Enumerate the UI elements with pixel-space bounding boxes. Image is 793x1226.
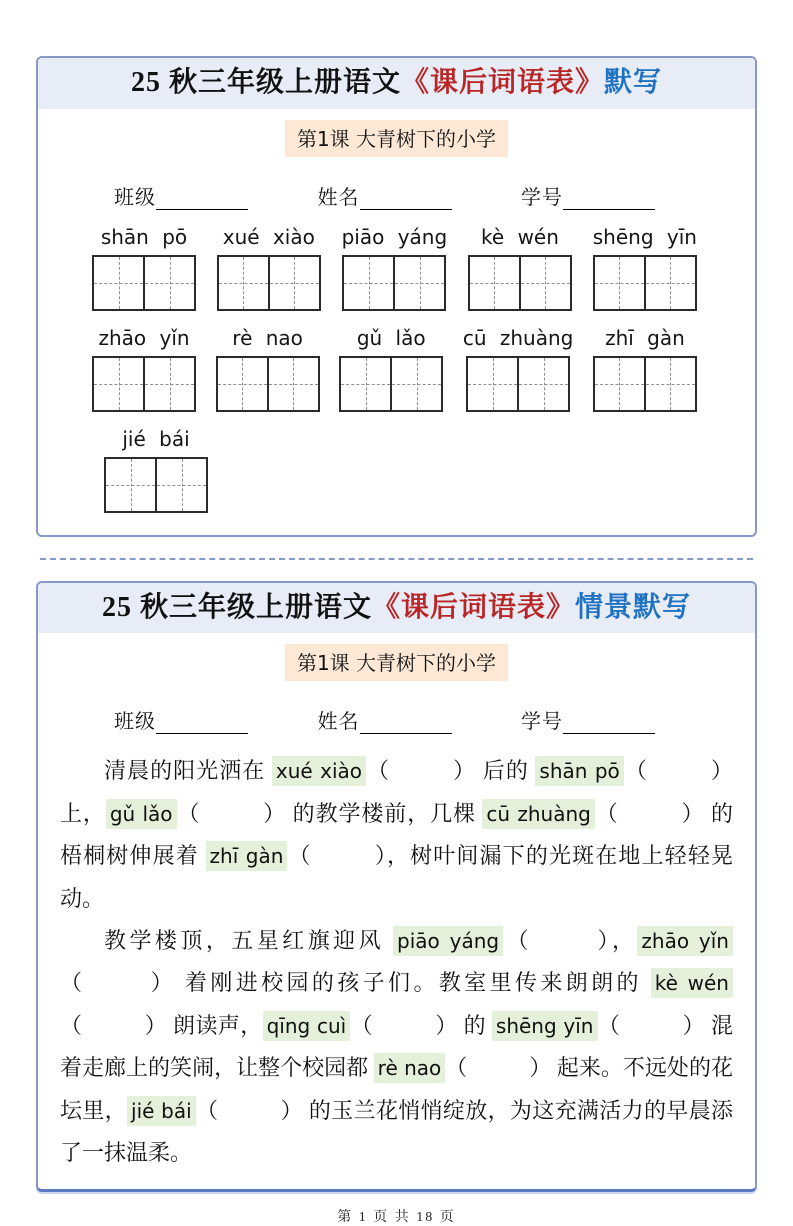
passage-text: 混着走廊上的笑闹，让整个校园都 bbox=[60, 1012, 733, 1081]
paren-open: （ bbox=[445, 1055, 468, 1081]
lesson-badge: 第1课 大青树下的小学 bbox=[285, 120, 508, 157]
writing-grid bbox=[593, 356, 697, 412]
passage-text: 的玉兰花悄悄绽放，为这充满活力的早晨添了一抹温柔。 bbox=[60, 1097, 733, 1166]
field-label: 学号 bbox=[521, 186, 563, 209]
pinyin-highlight: kè wén bbox=[651, 968, 733, 998]
student-field bbox=[318, 705, 452, 734]
writing-grid bbox=[339, 356, 443, 412]
pinyin-label: zhī gàn bbox=[605, 325, 685, 350]
passage-area bbox=[60, 750, 733, 1189]
title-prefix: 25 秋三年级上册语文 bbox=[101, 591, 372, 623]
answer-blank bbox=[177, 801, 287, 826]
pinyin-highlight: jié bái bbox=[127, 1096, 196, 1126]
pinyin-highlight: rè nao bbox=[374, 1053, 446, 1083]
pinyin-highlight: zhī gàn bbox=[206, 841, 288, 871]
paren-open: （ bbox=[60, 970, 86, 996]
grid-cell bbox=[344, 257, 393, 309]
writing-grid bbox=[217, 255, 321, 311]
pinyin-label: piāo yáng bbox=[341, 224, 448, 249]
word-block bbox=[92, 226, 196, 311]
grid-cell bbox=[143, 358, 194, 410]
writing-grid bbox=[104, 457, 208, 513]
title-bracket: 《课后词语表》 bbox=[371, 591, 575, 623]
paren-close: ） bbox=[147, 970, 177, 996]
writing-grid bbox=[342, 255, 446, 311]
passage-paragraph bbox=[60, 920, 733, 1175]
grid-cell bbox=[519, 257, 570, 309]
grid-cell bbox=[155, 459, 206, 511]
paren-open: （ bbox=[594, 800, 619, 826]
grid-cell bbox=[341, 358, 390, 410]
passage-text: 的教学楼前，几棵 bbox=[286, 800, 483, 826]
passage-text: 的梧桐树伸展着 bbox=[60, 800, 733, 869]
student-field bbox=[318, 181, 452, 210]
pinyin-label: kè wén bbox=[481, 224, 559, 249]
title-bracket: 《课后词语表》 bbox=[400, 67, 604, 98]
pinyin-label: gǔ lǎo bbox=[356, 325, 426, 350]
grid-cell bbox=[218, 358, 267, 410]
passage-text: 朗读声， bbox=[167, 1012, 263, 1038]
paren-open: （ bbox=[503, 928, 533, 953]
pinyin-highlight: qīng cuì bbox=[263, 1011, 351, 1041]
passage-text: 教学楼顶，五星红旗迎风 bbox=[104, 928, 394, 953]
paren-close: ） bbox=[680, 800, 705, 826]
grid-cell bbox=[390, 358, 441, 410]
paren-close: ） bbox=[280, 1097, 304, 1123]
student-field bbox=[521, 181, 655, 210]
student-fields bbox=[114, 181, 655, 210]
grid-cell bbox=[468, 358, 517, 410]
answer-blank bbox=[366, 758, 476, 783]
grid-cell bbox=[595, 358, 644, 410]
word-block bbox=[468, 226, 572, 311]
writing-grid bbox=[92, 255, 196, 311]
title-prefix: 25 秋三年级上册语文 bbox=[130, 67, 401, 98]
paren-open: （ bbox=[287, 843, 312, 869]
answer-blank bbox=[287, 843, 387, 868]
paren-close: ） bbox=[434, 1012, 458, 1038]
pinyin-highlight: gǔ lǎo bbox=[106, 799, 177, 829]
pinyin-label: jié bái bbox=[122, 426, 190, 451]
blank-underline bbox=[156, 187, 248, 210]
field-label: 姓名 bbox=[317, 186, 360, 209]
passage-text: 上， bbox=[60, 800, 106, 826]
page-footer bbox=[36, 1206, 757, 1226]
paren-close: ） bbox=[144, 1012, 168, 1038]
word-grid-area bbox=[92, 226, 697, 535]
paren-open: （ bbox=[350, 1012, 373, 1038]
grid-cell bbox=[470, 257, 519, 309]
paren-close: ） bbox=[682, 1012, 706, 1038]
lesson-row bbox=[38, 120, 755, 157]
word-block bbox=[339, 327, 443, 412]
pinyin-label: shēng yīn bbox=[592, 224, 697, 249]
grid-cell bbox=[143, 257, 194, 309]
student-field bbox=[114, 181, 248, 210]
passage-text: ，树叶间漏下的光斑在地上轻轻晃动。 bbox=[60, 843, 733, 911]
grid-cell bbox=[106, 459, 155, 511]
answer-blank bbox=[624, 758, 733, 783]
blank-underline bbox=[563, 711, 655, 734]
pinyin-label: rè nao bbox=[232, 325, 303, 350]
writing-grid bbox=[216, 356, 320, 412]
lesson-row bbox=[38, 644, 755, 681]
word-block bbox=[92, 327, 196, 412]
word-block bbox=[342, 226, 448, 311]
word-block bbox=[217, 226, 321, 311]
paren-open: （ bbox=[366, 758, 391, 784]
title-mode: 情景默写 bbox=[575, 591, 692, 623]
writing-grid bbox=[593, 255, 697, 311]
grid-cell bbox=[644, 257, 695, 309]
contextual-section bbox=[36, 581, 757, 1192]
pinyin-label: zhāo yǐn bbox=[98, 325, 190, 350]
paren-close: ） bbox=[373, 843, 387, 869]
pinyin-highlight: shēng yīn bbox=[492, 1011, 598, 1041]
field-label: 班级 bbox=[114, 186, 156, 209]
grid-cell bbox=[393, 257, 444, 309]
passage-text: 后的 bbox=[476, 758, 536, 784]
pinyin-label: shān pō bbox=[100, 224, 188, 249]
grid-cell bbox=[94, 358, 143, 410]
word-block bbox=[216, 327, 320, 412]
field-label: 姓名 bbox=[317, 711, 360, 734]
grid-cell bbox=[644, 358, 695, 410]
passage-text: ， bbox=[611, 928, 638, 953]
grid-cell bbox=[267, 358, 318, 410]
paren-open: （ bbox=[597, 1012, 621, 1038]
student-field bbox=[521, 705, 655, 734]
word-row bbox=[92, 226, 697, 311]
word-block bbox=[593, 327, 697, 412]
grid-cell bbox=[219, 257, 268, 309]
pinyin-highlight: zhāo yǐn bbox=[637, 926, 733, 956]
dictation-section bbox=[36, 56, 757, 537]
passage-text: 着刚进校园的孩子们。教室里传来朗朗的 bbox=[176, 970, 651, 996]
grid-cell bbox=[595, 257, 644, 309]
writing-grid bbox=[468, 255, 572, 311]
dictation-title bbox=[38, 58, 755, 109]
passage-text: 的 bbox=[457, 1012, 492, 1038]
paren-open: （ bbox=[195, 1097, 219, 1123]
paren-close: ） bbox=[594, 928, 612, 953]
pinyin-label: cū zhuàng bbox=[462, 325, 574, 350]
answer-blank bbox=[445, 1055, 551, 1080]
answer-blank bbox=[350, 1013, 458, 1038]
pinyin-highlight: xué xiào bbox=[272, 756, 366, 786]
answer-blank bbox=[196, 1098, 303, 1123]
word-block bbox=[104, 428, 208, 513]
pinyin-label: xué xiào bbox=[222, 224, 315, 249]
blank-underline bbox=[360, 187, 452, 210]
paren-close: ） bbox=[529, 1055, 552, 1081]
paren-open: （ bbox=[60, 1012, 83, 1038]
answer-blank bbox=[598, 1013, 706, 1038]
grid-cell bbox=[517, 358, 568, 410]
paren-open: （ bbox=[176, 800, 201, 826]
answer-blank bbox=[503, 928, 612, 953]
grid-cell bbox=[268, 257, 319, 309]
blank-underline bbox=[563, 187, 655, 210]
blank-underline bbox=[156, 711, 248, 734]
word-row bbox=[92, 428, 697, 513]
field-label: 班级 bbox=[114, 711, 156, 734]
answer-blank bbox=[60, 970, 176, 995]
writing-grid bbox=[92, 356, 196, 412]
paren-close: ） bbox=[262, 800, 287, 826]
field-label: 学号 bbox=[521, 711, 563, 734]
passage-text: 起来。不远处的花坛里， bbox=[60, 1055, 733, 1123]
paren-close: ） bbox=[709, 758, 733, 784]
answer-blank bbox=[60, 1013, 167, 1038]
passage-paragraph bbox=[60, 750, 733, 920]
word-block bbox=[463, 327, 574, 412]
pinyin-highlight: cū zhuàng bbox=[482, 799, 594, 829]
blank-underline bbox=[360, 711, 452, 734]
word-block bbox=[593, 226, 697, 311]
answer-blank bbox=[595, 801, 705, 826]
word-row bbox=[92, 327, 697, 412]
grid-cell bbox=[94, 257, 143, 309]
title-mode: 默写 bbox=[604, 67, 663, 98]
page-number: 第 1 页 共 18 页 bbox=[337, 1209, 456, 1225]
student-field bbox=[114, 705, 248, 734]
cut-line-separator bbox=[40, 558, 753, 560]
writing-grid bbox=[466, 356, 570, 412]
pinyin-highlight: shān pō bbox=[535, 756, 623, 786]
pinyin-highlight: piāo yáng bbox=[393, 926, 503, 956]
passage-text: 清晨的阳光洒在 bbox=[104, 758, 272, 784]
paren-open: （ bbox=[623, 758, 648, 784]
student-fields bbox=[114, 705, 655, 734]
paren-close: ） bbox=[452, 758, 477, 784]
lesson-badge: 第1课 大青树下的小学 bbox=[285, 644, 508, 681]
contextual-title bbox=[38, 583, 755, 634]
